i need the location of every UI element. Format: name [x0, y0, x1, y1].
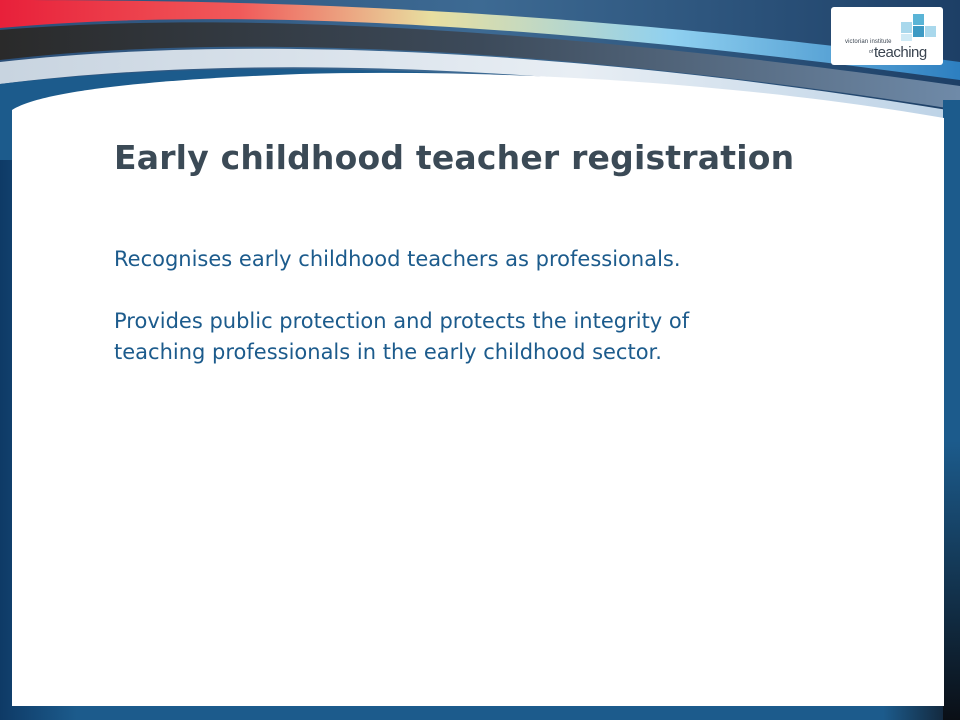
- logo: [831, 7, 943, 65]
- logo-line-1: victorian institute: [845, 39, 892, 45]
- body-paragraph-2: Provides public protection and protects the integrity of teaching professionals in the early childhood sector.: [114, 309, 690, 364]
- slide-title: Early childhood teacher registration: [114, 138, 795, 177]
- logo-line-3: teaching: [874, 44, 927, 61]
- logo-line-2: of: [869, 49, 874, 55]
- slide-body: [114, 244, 754, 399]
- body-paragraph-1: Recognises early childhood teachers as professionals.: [114, 247, 681, 271]
- logo-squares-icon: [901, 14, 937, 42]
